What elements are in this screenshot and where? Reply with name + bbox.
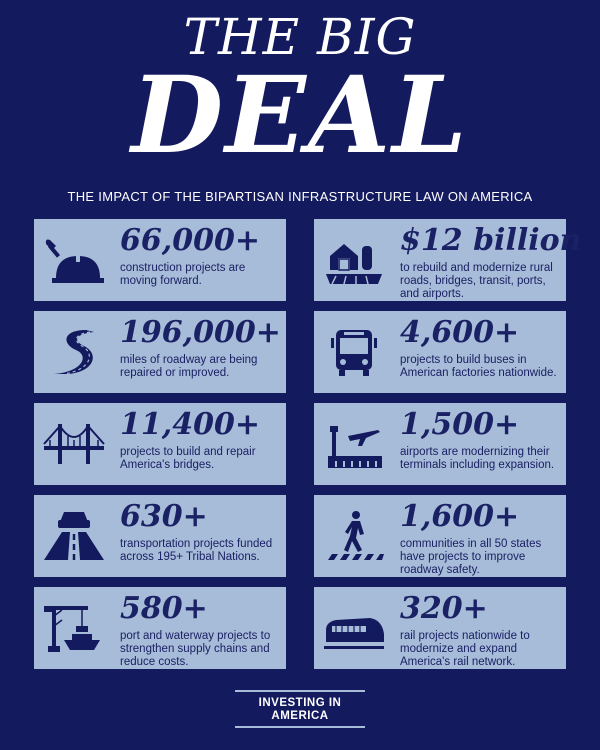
bus-icon: [322, 326, 386, 378]
stat-card-ports: [34, 587, 286, 669]
stat-description: airports are modernizing their terminals including expansion.: [400, 446, 555, 471]
port-crane-ship-icon: [42, 602, 106, 654]
stat-value: 4,600+: [400, 315, 520, 350]
train-icon: [322, 602, 386, 654]
stat-description: projects to build buses in American factories nationwide.: [400, 354, 557, 379]
bridge-icon: [42, 418, 106, 470]
stat-description: to rebuild and modernize rural roads, bridges, transit, ports, and airports.: [400, 262, 553, 300]
stat-description: rail projects nationwide to modernize and expand America's rail network.: [400, 630, 530, 668]
car-highway-icon: [42, 510, 106, 562]
stat-value: 196,000+: [120, 315, 281, 350]
footer-badge: INVESTING IN AMERICA: [235, 690, 365, 728]
stat-value: 11,400+: [120, 407, 260, 442]
stat-description: port and waterway projects to strengthen supply chains and reduce costs.: [120, 630, 271, 668]
stat-value: 630+: [120, 499, 208, 534]
stat-card-bridges: [34, 403, 286, 485]
subtitle: THE IMPACT OF THE BIPARTISAN INFRASTRUCTURE LAW ON AMERICA: [67, 189, 533, 204]
construction-hardhat-icon: [42, 234, 106, 286]
stat-value: 66,000+: [120, 223, 260, 258]
stat-description: transportation projects funded across 195+ Tribal Nations.: [120, 538, 273, 563]
stat-description: projects to build and repair America's bridges.: [120, 446, 256, 471]
barn-farm-icon: [322, 234, 386, 286]
stat-value: 580+: [120, 591, 208, 626]
stat-value: $12 billion: [400, 223, 582, 258]
stat-card-tribal: [34, 495, 286, 577]
stat-card-safety: [314, 495, 566, 577]
stat-value: 320+: [400, 591, 488, 626]
airport-icon: [322, 418, 386, 470]
stat-card-airports: [314, 403, 566, 485]
stat-value: 1,500+: [400, 407, 520, 442]
page-title: DEAL: [131, 52, 469, 177]
stat-card-rural: [314, 219, 582, 301]
stat-card-buses: [314, 311, 566, 393]
stat-value: 1,600+: [400, 499, 520, 534]
winding-road-icon: [42, 326, 106, 378]
pedestrian-crosswalk-icon: [322, 510, 386, 562]
stat-card-rail: [314, 587, 566, 669]
stat-card-construction: [34, 219, 286, 301]
stat-description: communities in all 50 states have projects to improve roadway safety.: [400, 538, 542, 576]
stat-description: miles of roadway are being repaired or improved.: [120, 354, 258, 379]
title-top: THE BIG: [183, 8, 417, 66]
stat-description: construction projects are moving forward.: [120, 262, 246, 287]
stat-card-roadway: [34, 311, 286, 393]
